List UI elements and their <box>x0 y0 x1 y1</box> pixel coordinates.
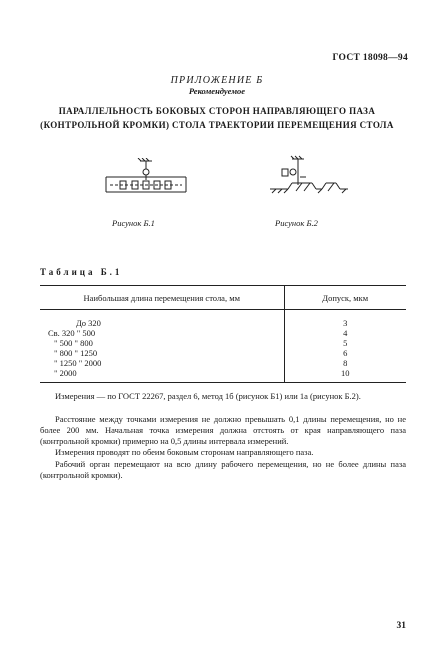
paragraph-sides: Измерения проводят по обеим боковым сторонам направляющего паза. <box>55 447 314 457</box>
table-row <box>40 310 406 329</box>
table-row <box>40 368 406 383</box>
table-cell-length: " 2000 <box>40 368 284 383</box>
figure-b2-caption: Рисунок Б.2 <box>275 218 318 228</box>
table-row <box>40 328 406 338</box>
table-row <box>40 338 406 348</box>
table-cell-length: До 320 <box>40 310 284 329</box>
table-header-length: Наибольшая длина перемещения стола, мм <box>40 286 284 310</box>
table-row <box>40 348 406 358</box>
table-cell-tolerance: 5 <box>343 338 348 348</box>
paragraph-travel: Рабочий орган перемещают на всю длину рабочего перемещения, но не более длины паза (контрольной кромки). <box>40 459 406 480</box>
figure-b1-caption: Рисунок Б.1 <box>112 218 155 228</box>
appendix-subtitle: Рекомендуемое <box>188 86 246 96</box>
table-cell-tolerance: 6 <box>343 348 348 358</box>
paragraph-distance: Расстояние между точками измерения не должно превышать 0,1 длины перемещения, но не более 200 мм. Начальная точка измерения должна отстоять от края направляющего паза (контрольной кромки) примерно на 0,5 длины интервала измерений. <box>40 414 406 446</box>
main-heading-line-2: (КОНТРОЛЬНОЙ КРОМКИ) СТОЛА ТРАЕКТОРИИ ПЕРЕМЕЩЕНИЯ СТОЛА <box>40 120 394 130</box>
table-row <box>40 358 406 368</box>
page-number: 31 <box>396 621 406 631</box>
paragraph-method: Измерения — по ГОСТ 22267, раздел 6, метод 1б (рисунок Б1) или 1а (рисунок Б.2). <box>55 391 361 401</box>
standard-code: ГОСТ 18098—94 <box>332 53 408 63</box>
table-cell-length: " 1250 " 2000 <box>40 358 284 368</box>
figure-b2-drawing <box>266 155 350 203</box>
main-heading <box>40 104 394 132</box>
table-caption: Таблица Б.1 <box>40 267 123 277</box>
table-cell-length: Св. 320 " 500 <box>40 328 284 338</box>
table-header-tolerance: Допуск, мкм <box>284 286 406 310</box>
table-cell-length: " 500 " 800 <box>40 338 284 348</box>
table-cell-length: " 800 " 1250 <box>40 348 284 358</box>
tolerance-table <box>40 285 406 383</box>
table-cell-tolerance: 4 <box>343 328 348 338</box>
main-heading-line-1: ПАРАЛЛЕЛЬНОСТЬ БОКОВЫХ СТОРОН НАПРАВЛЯЮЩЕГО ПАЗА <box>58 106 376 116</box>
table-cell-tolerance: 3 <box>343 318 348 328</box>
figure-b1-drawing <box>104 158 188 204</box>
table-cell-tolerance: 8 <box>343 358 348 368</box>
table-cell-tolerance: 10 <box>284 368 406 383</box>
appendix-title: ПРИЛОЖЕНИЕ Б <box>170 75 264 86</box>
table-header-row <box>40 286 406 310</box>
